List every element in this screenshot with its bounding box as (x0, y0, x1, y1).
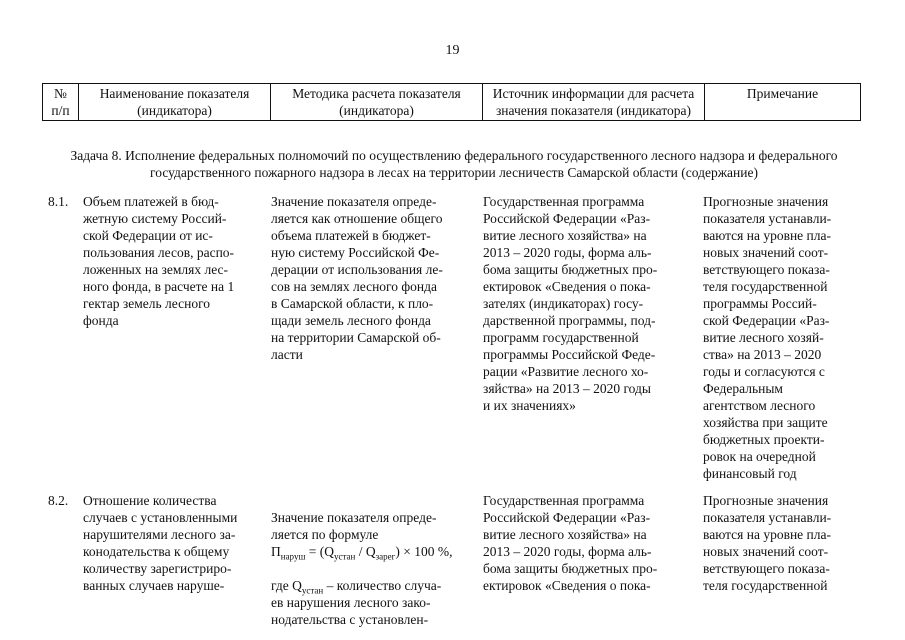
row-number: 8.2. (48, 493, 69, 508)
method-definition: где $Q_{устан}$ – количество случа- ев нарушения лесного зако- нодательства с установлен- (271, 578, 442, 627)
method-intro: Значение показателя опреде- ляется по формуле (271, 510, 437, 542)
calculation-method (271, 492, 471, 628)
row-number: 8.1. (48, 194, 69, 209)
header-col-note: Примечание (705, 84, 861, 121)
page-number: 19 (445, 43, 460, 58)
information-source: Государственная программа Российской Федерации «Раз- витие лесного хозяйства» на 2013 – 2020 годы, форма аль- бома защиты бюджетных про- ектировок «Сведения о пока- (483, 493, 658, 593)
formula: $П_{наруш} = (Q_{устан} / Q_{зарег}) \times 100$ %, (271, 544, 453, 562)
header-col-number: № п/п (43, 84, 79, 121)
information-source: Государственная программа Российской Федерации «Раз- витие лесного хозяйства» на 2013 – 2020 годы, форма аль- бома защиты бюджетных про- ектировок «Сведения о пока- зателях (индикаторах) госу- дарственной программы, под- программ государственной программы Российской Феде- рации «Развитие лесного хо- зяйства» на 2013 – 2020 годы и их значениях» (483, 194, 658, 413)
indicator-name: Объем платежей в бюд- жетную систему Россий- ской Федерации от ис- пользования лесов, распо- ложенных на землях лес- ного фонда, в расчете на 1 гектар земель лесного фонда (83, 194, 235, 328)
header-col-name: Наименование показателя (индикатора) (79, 84, 271, 121)
header-col-source: Источник информации для расчета значения показателя (индикатора) (483, 84, 705, 121)
indicator-table-header (42, 83, 861, 121)
calculation-method: Значение показателя опреде- ляется как отношение общего объема платежей в бюджет- ную систему Российской Фе- дерации от использования ле- сов на землях лесного фонда в Самарской области, к пло- щади земель лесного фонда на территории Самарской об- ласти (271, 194, 443, 362)
note: Прогнозные значения показателя устанавли- ваются на уровне пла- новых значений соот- ветствующего показа- теля государственной (703, 493, 832, 593)
task-title: Задача 8. Исполнение федеральных полномочий по осуществлению федерального государственного лесного надзора и федерального государственного пожарного надзора в лесах на территории лесничеств Самарской области (содержание) (70, 148, 838, 180)
indicator-name: Отношение количества случаев с установленными нарушителями лесного за- конодательства к общему количеству зарегистриро- ванных случаев наруше- (83, 493, 238, 593)
note: Прогнозные значения показателя устанавли- ваются на уровне пла- новых значений соот- ветствующего показа- теля государственной программы Россий- ской Федерации «Раз- витие лесного хозяй- ства» на 2013 – 2020 годы и согласуются с Федеральным агентством лесного хозяйства при защите бюджетных проекти- ровок на очередной финансовый год (703, 194, 832, 481)
header-col-method: Методика расчета показателя (индикатора) (271, 84, 483, 121)
